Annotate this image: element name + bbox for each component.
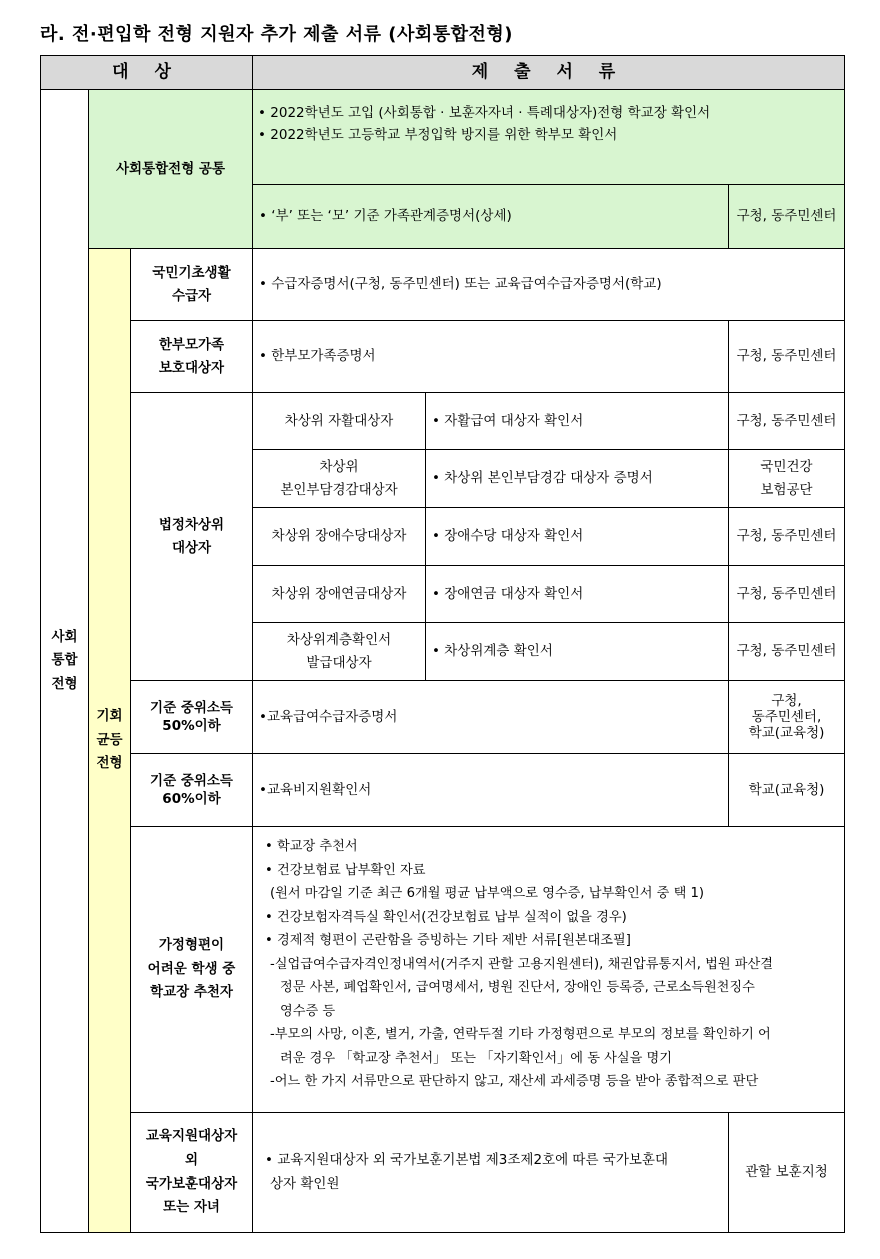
table-header [41,56,845,90]
near-poor-doc: • 장애연금 대상자 확인서 [426,566,729,623]
hardship-line: 려운 경우 「학교장 추천서」 또는 「자기확인서」에 동 사실을 명기 [280,1050,673,1066]
near-poor-sub: 차상위 장애연금대상자 [253,566,426,623]
veterans-doc-line: • 교육지원대상자 외 국가보훈기본법 제3조제2호에 따른 국가보훈대 [265,1151,669,1168]
near-poor-sub: 차상위 본인부담경감대상자 [253,450,426,508]
single-parent-doc: • 한부모가족증명서 [253,321,729,393]
section-title: 라. 전·편입학 전형 지원자 추가 제출 서류 (사회통합전형) [40,24,514,45]
near-poor-issuer: 구청, 동주민센터 [729,393,845,450]
common-doc-1: • 2022학년도 고입 (사회통합 · 보훈자자녀 · 특례대상자)전형 학교장 확인서 [258,105,711,121]
near-poor-doc: • 차상위계층 확인서 [426,623,729,681]
median60-issuer: 학교(교육청) [729,754,845,827]
near-poor-sub: 차상위계층확인서 발급대상자 [253,623,426,681]
hardship-line: (원서 마감일 기준 최근 6개월 평균 납부액으로 영수증, 납부확인서 중 택 1) [270,886,705,901]
near-poor-label: 법정차상위 대상자 [131,393,253,681]
hardship-line: • 경제적 형편이 곤란함을 증빙하는 기타 제반 서류[원본대조필] [265,933,631,948]
median60-doc: •교육비지원확인서 [253,754,729,827]
hardship-line: -실업급여수급자격인정내역서(거주지 관할 고용지원센터), 채권압류통지서, 법원 파산결 [270,956,774,972]
hardship-line: 정문 사본, 폐업확인서, 급여명세서, 병원 진단서, 장애인 등록증, 근로소득원천징수 [280,980,755,995]
hardship-line: • 학교장 추천서 [265,839,358,854]
median60-label: 기준 중위소득 60%이하 [131,754,253,827]
hardship-line: • 건강보험료 납부확인 자료 [265,862,426,878]
social-integration-label: 사회 통합 전형 [41,90,89,1233]
single-parent-label: 한부모가족 보호대상자 [131,321,253,393]
hardship-line: • 건강보험자격득실 확인서(건강보험료 납부 실적이 없을 경우) [265,909,627,925]
family-relation-doc: • ‘부’ 또는 ‘모’ 기준 가족관계증명서(상세) [253,185,729,249]
median50-issuer: 구청, 동주민센터, 학교(교육청) [729,681,845,754]
hardship-docs [253,827,845,1113]
median50-label: 기준 중위소득 50%이하 [131,681,253,754]
single-parent-issuer: 구청, 동주민센터 [729,321,845,393]
common-doc-2: • 2022학년도 고등학교 부정입학 방지를 위한 학부모 확인서 [258,127,618,144]
basic-livelihood-label: 국민기초생활 수급자 [131,249,253,321]
veterans-issuer: 관할 보훈지청 [729,1113,845,1233]
median50-doc: •교육급여수급자증명서 [253,681,729,754]
header-target: 대 상 [41,56,253,90]
near-poor-issuer: 국민건강 보험공단 [729,450,845,508]
family-relation-issuer: 구청, 동주민센터 [729,185,845,249]
near-poor-issuer: 구청, 동주민센터 [729,623,845,681]
near-poor-issuer: 구청, 동주민센터 [729,508,845,566]
common-label: 사회통합전형 공통 [89,90,253,249]
hardship-line: 영수증 등 [280,1003,336,1019]
near-poor-issuer: 구청, 동주민센터 [729,566,845,623]
documents-table [40,55,845,1233]
near-poor-doc: • 자활급여 대상자 확인서 [426,393,729,450]
hardship-label: 가정형편이 어려운 학생 중 학교장 추천자 [131,827,253,1113]
veterans-doc-line: 상자 확인원 [270,1175,340,1192]
header-documents: 제 출 서 류 [253,56,845,90]
veterans-label: 교육지원대상자 외 국가보훈대상자 또는 자녀 [131,1113,253,1233]
near-poor-doc: • 장애수당 대상자 확인서 [426,508,729,566]
near-poor-doc: • 차상위 본인부담경감 대상자 증명서 [426,450,729,508]
hardship-line: -어느 한 가지 서류만으로 판단하지 않고, 재산세 과세증명 등을 받아 종합적으로 판단 [270,1074,759,1089]
equal-opportunity-label: 기회 균등 전형 [89,249,131,1233]
common-docs [253,90,845,185]
near-poor-sub: 차상위 자활대상자 [253,393,426,450]
table-row [41,393,845,450]
basic-livelihood-doc: • 수급자증명서(구청, 동주민센터) 또는 교육급여수급자증명서(학교) [253,249,845,321]
hardship-line: -부모의 사망, 이혼, 별거, 가출, 연락두절 기타 가정형편으로 부모의 정보를 확인하기 어 [270,1027,771,1042]
near-poor-sub: 차상위 장애수당대상자 [253,508,426,566]
veterans-docs [253,1113,729,1233]
